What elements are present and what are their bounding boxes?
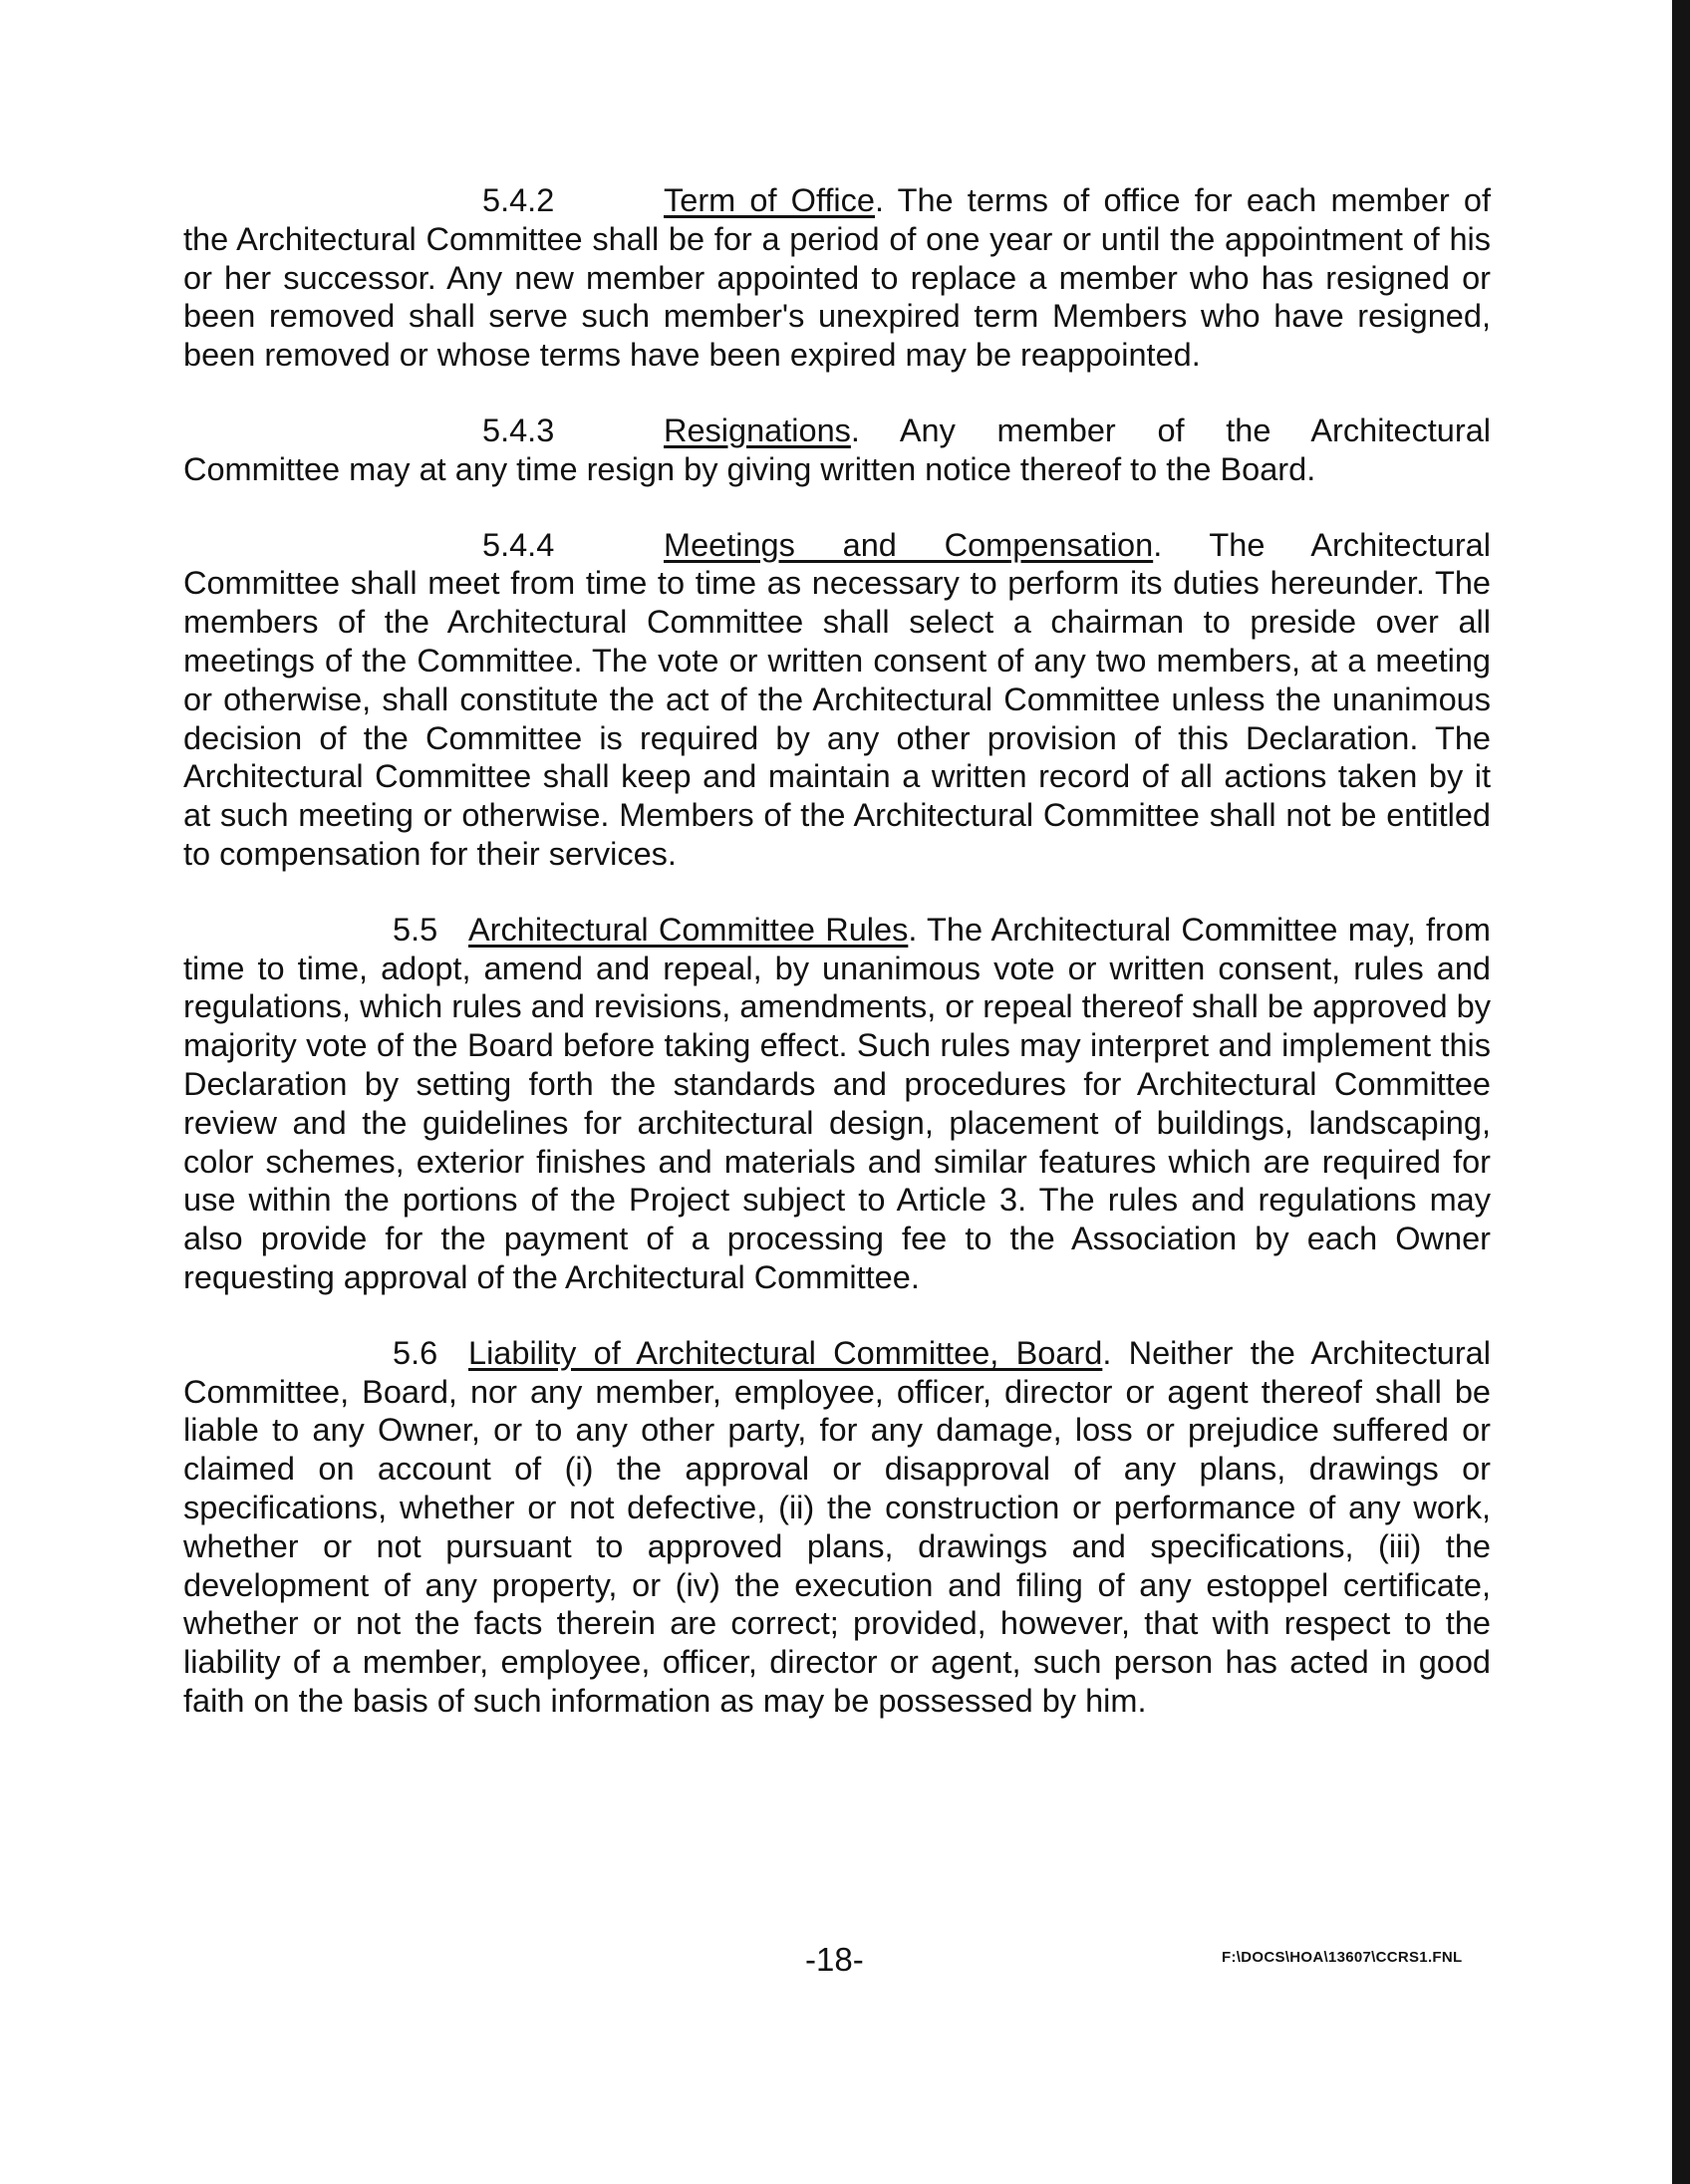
section-body: . Neither the Architectural Committee, Board, nor any member, employee, officer, director or agent thereof shall be liable to any Owner, or to any other party, for any damage, loss or prejudice suffered or claimed on account of (i) the approval or disapproval of any plans, drawings or specifications, whether or not defective, (ii) the construction or performance of any work, whether or not pursuant to approved plans, drawings and specifications, (iii) the development of any property, or (iv) the execution and filing of any estoppel certificate, whether or not the facts therein are correct; provided, however, that with respect to the liability of a member, employee, officer, director or agent, such person has acted in good faith on the basis of such information as may be possessed by him.	[183, 1334, 1491, 1719]
section-number: 5.4.3	[482, 411, 555, 448]
section-number: 5.4.2	[482, 182, 555, 218]
section-number: 5.4.4	[482, 526, 555, 563]
section-heading: Meetings and Compensation	[664, 526, 1154, 563]
section-body: . The Architectural Committee may, from time to time, adopt, amend and repeal, by unanimous vote or written consent, rules and regulations, which rules and revisions, amendments, or repeal thereof shall be approved by majority vote of the Board before taking effect. Such rules may interpret and implement this Declaration by setting forth the standards and procedures for Architectural Committee review and the guidelines for architectural design, placement of buildings, landscaping, color schemes, exterior finishes and materials and similar features which are required for use within the portions of the Project subject to Article 3. The rules and regulations may also provide for the payment of a processing fee to the Association by each Owner requesting approval of the Architectural Committee.	[183, 911, 1491, 1295]
section-heading: Liability of Architectural Committee, Board	[468, 1334, 1103, 1371]
section-5-4-4	[183, 526, 1491, 874]
section-number: 5.6	[393, 1334, 438, 1371]
document-page	[183, 181, 1491, 1721]
section-heading: Architectural Committee Rules	[468, 911, 909, 948]
section-5-4-2	[183, 181, 1491, 375]
section-heading: Term of Office	[664, 182, 875, 218]
section-5-4-3	[183, 411, 1491, 489]
section-number: 5.5	[393, 911, 438, 948]
page-number: -18-	[805, 1941, 864, 1978]
section-5-6	[183, 1334, 1491, 1721]
scan-edge-shadow	[1672, 0, 1690, 2184]
section-body: . The Architectural Committee shall meet from time to time as necessary to perform its duties hereunder. The members of the Architectural Committee shall select a chairman to preside over all meetings of the Committee. The vote or written consent of any two members, at a meeting or otherwise, shall constitute the act of the Architectural Committee unless the unanimous decision of the Committee is required by any other provision of this Declaration. The Architectural Committee shall keep and maintain a written record of all actions taken by it at such meeting or otherwise. Members of the Architectural Committee shall not be entitled to compensation for their services.	[183, 526, 1491, 872]
section-body: . Any member of the Architectural Committee may at any time resign by giving written notice thereof to the Board.	[183, 411, 1491, 487]
section-body: . The terms of office for each member of the Architectural Committee shall be for a period of one year or until the appointment of his or her successor. Any new member appointed to replace a member who has resigned or been removed shall serve such member's unexpired term Members who have resigned, been removed or whose terms have been expired may be reappointed.	[183, 182, 1491, 374]
section-5-5	[183, 911, 1491, 1297]
file-path: F:\DOCS\HOA\13607\CCRS1.FNL	[1222, 1949, 1463, 1966]
section-heading: Resignations	[664, 411, 851, 448]
